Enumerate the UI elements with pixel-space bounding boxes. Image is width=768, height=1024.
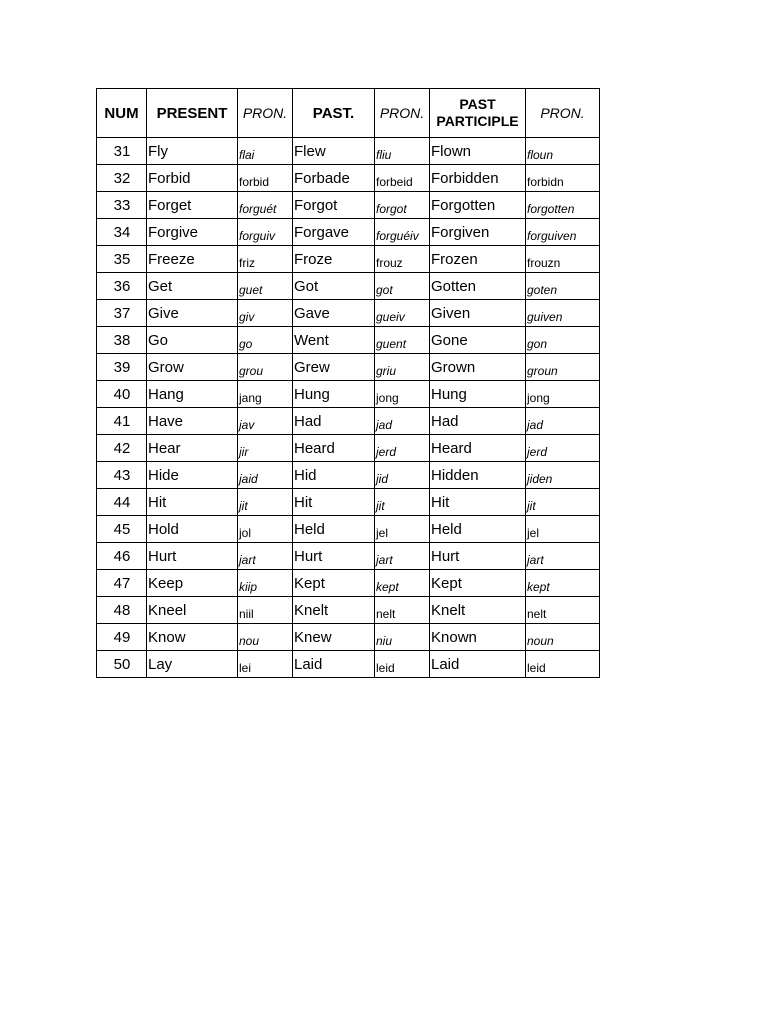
table-row: [97, 327, 600, 354]
cell-participle: Forbidden: [430, 165, 526, 192]
cell-past-pron: jong: [375, 381, 430, 408]
cell-present-pron: jir: [238, 435, 293, 462]
header-present-pron: PRON.: [238, 89, 293, 138]
cell-participle: Heard: [430, 435, 526, 462]
cell-participle-pron: noun: [526, 624, 600, 651]
irregular-verbs-table: [96, 88, 600, 678]
table-header: [97, 89, 600, 138]
cell-present: Have: [147, 408, 238, 435]
cell-num: 41: [97, 408, 147, 435]
table-row: [97, 543, 600, 570]
cell-participle-pron: groun: [526, 354, 600, 381]
cell-past: Held: [293, 516, 375, 543]
cell-num: 36: [97, 273, 147, 300]
cell-present: Get: [147, 273, 238, 300]
cell-present: Hang: [147, 381, 238, 408]
table-row: [97, 300, 600, 327]
table-row: [97, 651, 600, 678]
cell-present-pron: giv: [238, 300, 293, 327]
cell-past-pron: griu: [375, 354, 430, 381]
cell-participle: Knelt: [430, 597, 526, 624]
table-row: [97, 435, 600, 462]
cell-present: Hurt: [147, 543, 238, 570]
cell-present: Hear: [147, 435, 238, 462]
table-row: [97, 192, 600, 219]
cell-participle-pron: guiven: [526, 300, 600, 327]
cell-past: Hit: [293, 489, 375, 516]
cell-present-pron: kiip: [238, 570, 293, 597]
cell-present: Forgive: [147, 219, 238, 246]
cell-past: Grew: [293, 354, 375, 381]
cell-participle: Kept: [430, 570, 526, 597]
cell-num: 47: [97, 570, 147, 597]
cell-participle: Hit: [430, 489, 526, 516]
table-row: [97, 624, 600, 651]
cell-present: Kneel: [147, 597, 238, 624]
cell-past-pron: jid: [375, 462, 430, 489]
cell-present: Go: [147, 327, 238, 354]
cell-participle: Laid: [430, 651, 526, 678]
cell-past: Forbade: [293, 165, 375, 192]
cell-num: 44: [97, 489, 147, 516]
cell-past: Hid: [293, 462, 375, 489]
cell-present: Freeze: [147, 246, 238, 273]
cell-num: 45: [97, 516, 147, 543]
cell-past-pron: gueiv: [375, 300, 430, 327]
header-present: PRESENT: [147, 89, 238, 138]
cell-participle: Hidden: [430, 462, 526, 489]
cell-past-pron: forbeid: [375, 165, 430, 192]
table-row: [97, 273, 600, 300]
cell-present-pron: grou: [238, 354, 293, 381]
cell-participle-pron: jart: [526, 543, 600, 570]
cell-participle-pron: forguiven: [526, 219, 600, 246]
header-row: [97, 89, 600, 138]
cell-participle-pron: forgotten: [526, 192, 600, 219]
cell-num: 40: [97, 381, 147, 408]
cell-present-pron: flai: [238, 138, 293, 165]
header-past-participle-line1: PAST: [459, 96, 496, 112]
cell-past: Got: [293, 273, 375, 300]
table-row: [97, 570, 600, 597]
cell-present-pron: go: [238, 327, 293, 354]
cell-participle-pron: jit: [526, 489, 600, 516]
cell-past-pron: jit: [375, 489, 430, 516]
cell-present: Hide: [147, 462, 238, 489]
cell-past: Gave: [293, 300, 375, 327]
cell-participle-pron: goten: [526, 273, 600, 300]
table-body: [97, 138, 600, 678]
cell-num: 48: [97, 597, 147, 624]
cell-participle: Forgotten: [430, 192, 526, 219]
cell-present: Grow: [147, 354, 238, 381]
table-row: [97, 516, 600, 543]
table-row: [97, 408, 600, 435]
cell-past: Knelt: [293, 597, 375, 624]
table-row: [97, 597, 600, 624]
cell-num: 37: [97, 300, 147, 327]
cell-present: Hold: [147, 516, 238, 543]
cell-past-pron: fliu: [375, 138, 430, 165]
cell-participle-pron: kept: [526, 570, 600, 597]
cell-past-pron: niu: [375, 624, 430, 651]
cell-present-pron: forbid: [238, 165, 293, 192]
cell-participle: Frozen: [430, 246, 526, 273]
cell-present: Hit: [147, 489, 238, 516]
table-row: [97, 219, 600, 246]
cell-present-pron: jit: [238, 489, 293, 516]
cell-past: Forgave: [293, 219, 375, 246]
table-row: [97, 462, 600, 489]
cell-past-pron: jart: [375, 543, 430, 570]
cell-present: Fly: [147, 138, 238, 165]
cell-past-pron: jerd: [375, 435, 430, 462]
cell-participle: Had: [430, 408, 526, 435]
cell-num: 46: [97, 543, 147, 570]
cell-past: Had: [293, 408, 375, 435]
cell-participle: Grown: [430, 354, 526, 381]
cell-present-pron: jang: [238, 381, 293, 408]
cell-past: Laid: [293, 651, 375, 678]
cell-present-pron: nou: [238, 624, 293, 651]
cell-present-pron: jav: [238, 408, 293, 435]
cell-participle: Hung: [430, 381, 526, 408]
cell-present: Know: [147, 624, 238, 651]
cell-num: 42: [97, 435, 147, 462]
cell-present-pron: guet: [238, 273, 293, 300]
table-row: [97, 246, 600, 273]
cell-participle: Held: [430, 516, 526, 543]
cell-past-pron: got: [375, 273, 430, 300]
cell-present: Forget: [147, 192, 238, 219]
cell-past-pron: jad: [375, 408, 430, 435]
cell-participle-pron: leid: [526, 651, 600, 678]
header-past: PAST.: [293, 89, 375, 138]
cell-num: 50: [97, 651, 147, 678]
header-past-participle-line2: PARTICIPLE: [436, 113, 519, 129]
cell-num: 35: [97, 246, 147, 273]
cell-present: Give: [147, 300, 238, 327]
cell-present-pron: jaid: [238, 462, 293, 489]
cell-past: Heard: [293, 435, 375, 462]
cell-num: 33: [97, 192, 147, 219]
table-row: [97, 354, 600, 381]
cell-participle: Forgiven: [430, 219, 526, 246]
cell-present-pron: lei: [238, 651, 293, 678]
cell-past-pron: guent: [375, 327, 430, 354]
header-past-participle: [430, 89, 526, 138]
cell-present-pron: friz: [238, 246, 293, 273]
cell-present: Forbid: [147, 165, 238, 192]
cell-present-pron: forguét: [238, 192, 293, 219]
cell-num: 32: [97, 165, 147, 192]
cell-num: 43: [97, 462, 147, 489]
cell-participle-pron: jel: [526, 516, 600, 543]
cell-participle: Gone: [430, 327, 526, 354]
cell-participle-pron: jad: [526, 408, 600, 435]
cell-participle: Hurt: [430, 543, 526, 570]
cell-num: 34: [97, 219, 147, 246]
cell-participle-pron: gon: [526, 327, 600, 354]
cell-past: Flew: [293, 138, 375, 165]
cell-past: Froze: [293, 246, 375, 273]
cell-participle: Known: [430, 624, 526, 651]
cell-num: 49: [97, 624, 147, 651]
cell-present: Keep: [147, 570, 238, 597]
cell-participle-pron: nelt: [526, 597, 600, 624]
cell-past: Hung: [293, 381, 375, 408]
cell-participle-pron: jong: [526, 381, 600, 408]
cell-past-pron: leid: [375, 651, 430, 678]
cell-participle-pron: frouzn: [526, 246, 600, 273]
cell-participle-pron: jiden: [526, 462, 600, 489]
cell-past-pron: kept: [375, 570, 430, 597]
cell-num: 39: [97, 354, 147, 381]
table-row: [97, 489, 600, 516]
cell-past: Forgot: [293, 192, 375, 219]
cell-present-pron: niil: [238, 597, 293, 624]
cell-past: Went: [293, 327, 375, 354]
cell-past-pron: jel: [375, 516, 430, 543]
table-row: [97, 138, 600, 165]
cell-participle-pron: forbidn: [526, 165, 600, 192]
cell-past-pron: nelt: [375, 597, 430, 624]
cell-present-pron: forguiv: [238, 219, 293, 246]
table-row: [97, 381, 600, 408]
cell-present-pron: jart: [238, 543, 293, 570]
cell-past: Kept: [293, 570, 375, 597]
header-num: NUM: [97, 89, 147, 138]
cell-present-pron: jol: [238, 516, 293, 543]
table-row: [97, 165, 600, 192]
header-past-pron: PRON.: [375, 89, 430, 138]
cell-past-pron: forguéiv: [375, 219, 430, 246]
cell-participle: Gotten: [430, 273, 526, 300]
cell-past-pron: forgot: [375, 192, 430, 219]
cell-num: 31: [97, 138, 147, 165]
cell-participle-pron: jerd: [526, 435, 600, 462]
cell-present: Lay: [147, 651, 238, 678]
cell-past: Knew: [293, 624, 375, 651]
cell-participle: Given: [430, 300, 526, 327]
cell-participle: Flown: [430, 138, 526, 165]
cell-past-pron: frouz: [375, 246, 430, 273]
header-participle-pron: PRON.: [526, 89, 600, 138]
cell-participle-pron: floun: [526, 138, 600, 165]
cell-past: Hurt: [293, 543, 375, 570]
cell-num: 38: [97, 327, 147, 354]
